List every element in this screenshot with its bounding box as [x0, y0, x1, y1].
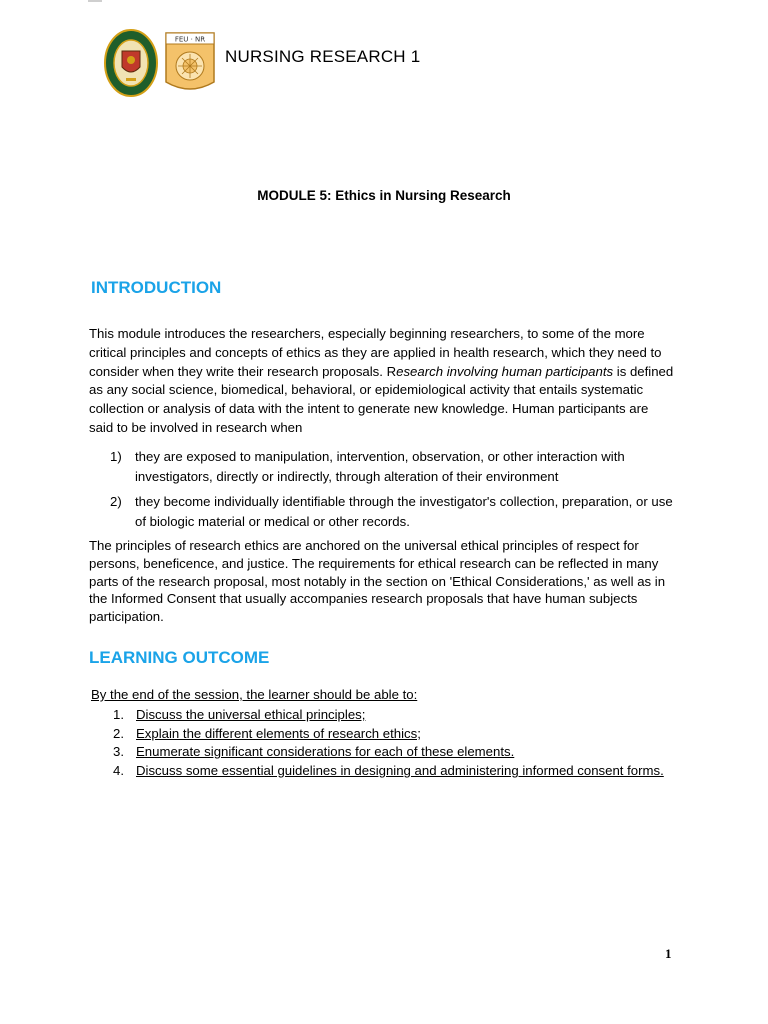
list-item: [113, 725, 673, 744]
participation-conditions-list: [110, 447, 675, 537]
module-title: MODULE 5: Ethics in Nursing Research: [257, 188, 511, 203]
introduction-heading: INTRODUCTION: [91, 278, 222, 297]
course-title: NURSING RESEARCH 1: [225, 47, 421, 66]
list-item: [113, 762, 673, 781]
learning-outcome-intro: By the end of the session, the learner should be able to:: [91, 687, 418, 702]
learning-outcome-list: [113, 706, 673, 781]
list-item-number: 2.: [113, 725, 124, 741]
list-item-number: 4.: [113, 763, 124, 779]
list-item-number: 1): [110, 449, 122, 464]
ethics-principles-paragraph: The principles of research ethics are anchored on the universal ethical principles of respect for persons, beneficence, and justice. The requirements for ethical research can be reflected in many parts of the research proposal, most notably in the section on 'Ethical Considerations,' as well as in the Informed Consent that usually accompanies research proposals that have human subjects participation.: [89, 538, 666, 625]
list-item-text: Enumerate significant considerations for each of these elements.: [136, 744, 515, 760]
list-item-text: Explain the different elements of research ethics;: [136, 725, 421, 741]
list-item-text: they become individually identifiable through the investigator's collection, preparation, or use of biologic material or medical or other records.: [135, 494, 673, 529]
page-number: 1: [665, 946, 672, 961]
list-item-text: they are exposed to manipulation, intervention, observation, or other interaction with investigators, directly or indirectly, through alteration of their environment: [135, 449, 625, 484]
shield-logo-text: FEU · NR: [174, 35, 206, 44]
university-seal-logo: [104, 29, 158, 97]
header-mark: [88, 0, 102, 2]
list-item: [110, 447, 675, 486]
list-item-number: 2): [110, 494, 122, 510]
learning-outcome-heading: LEARNING OUTCOME: [89, 648, 270, 667]
introduction-paragraph-italic: esearch involving human participants: [396, 363, 614, 379]
list-item-text: Discuss the universal ethical principles;: [136, 707, 366, 722]
introduction-paragraph-end: is defined as any social science, biomedical, behavioral, or epidemiological activity that entails systematic collection or analysis of data with the intent to generate new knowledge. Human participants are said to be involved in research when: [89, 363, 674, 435]
list-item-number: 1.: [113, 707, 124, 722]
introduction-paragraph-start: This module introduces the researchers, especially beginning researchers, to some of the more critical principles and concepts of ethics as they are applied in health research, which they need to consider when they write their research proposals. R: [89, 326, 662, 379]
feu-nrmf-shield-logo: [165, 32, 215, 96]
list-item: [110, 492, 675, 531]
list-item: [113, 706, 673, 725]
list-item-text: Discuss some essential guidelines in designing and administering informed consent forms.: [136, 763, 664, 779]
list-item-number: 3.: [113, 744, 124, 760]
list-item: [113, 743, 673, 762]
introduction-paragraph: [89, 325, 674, 438]
